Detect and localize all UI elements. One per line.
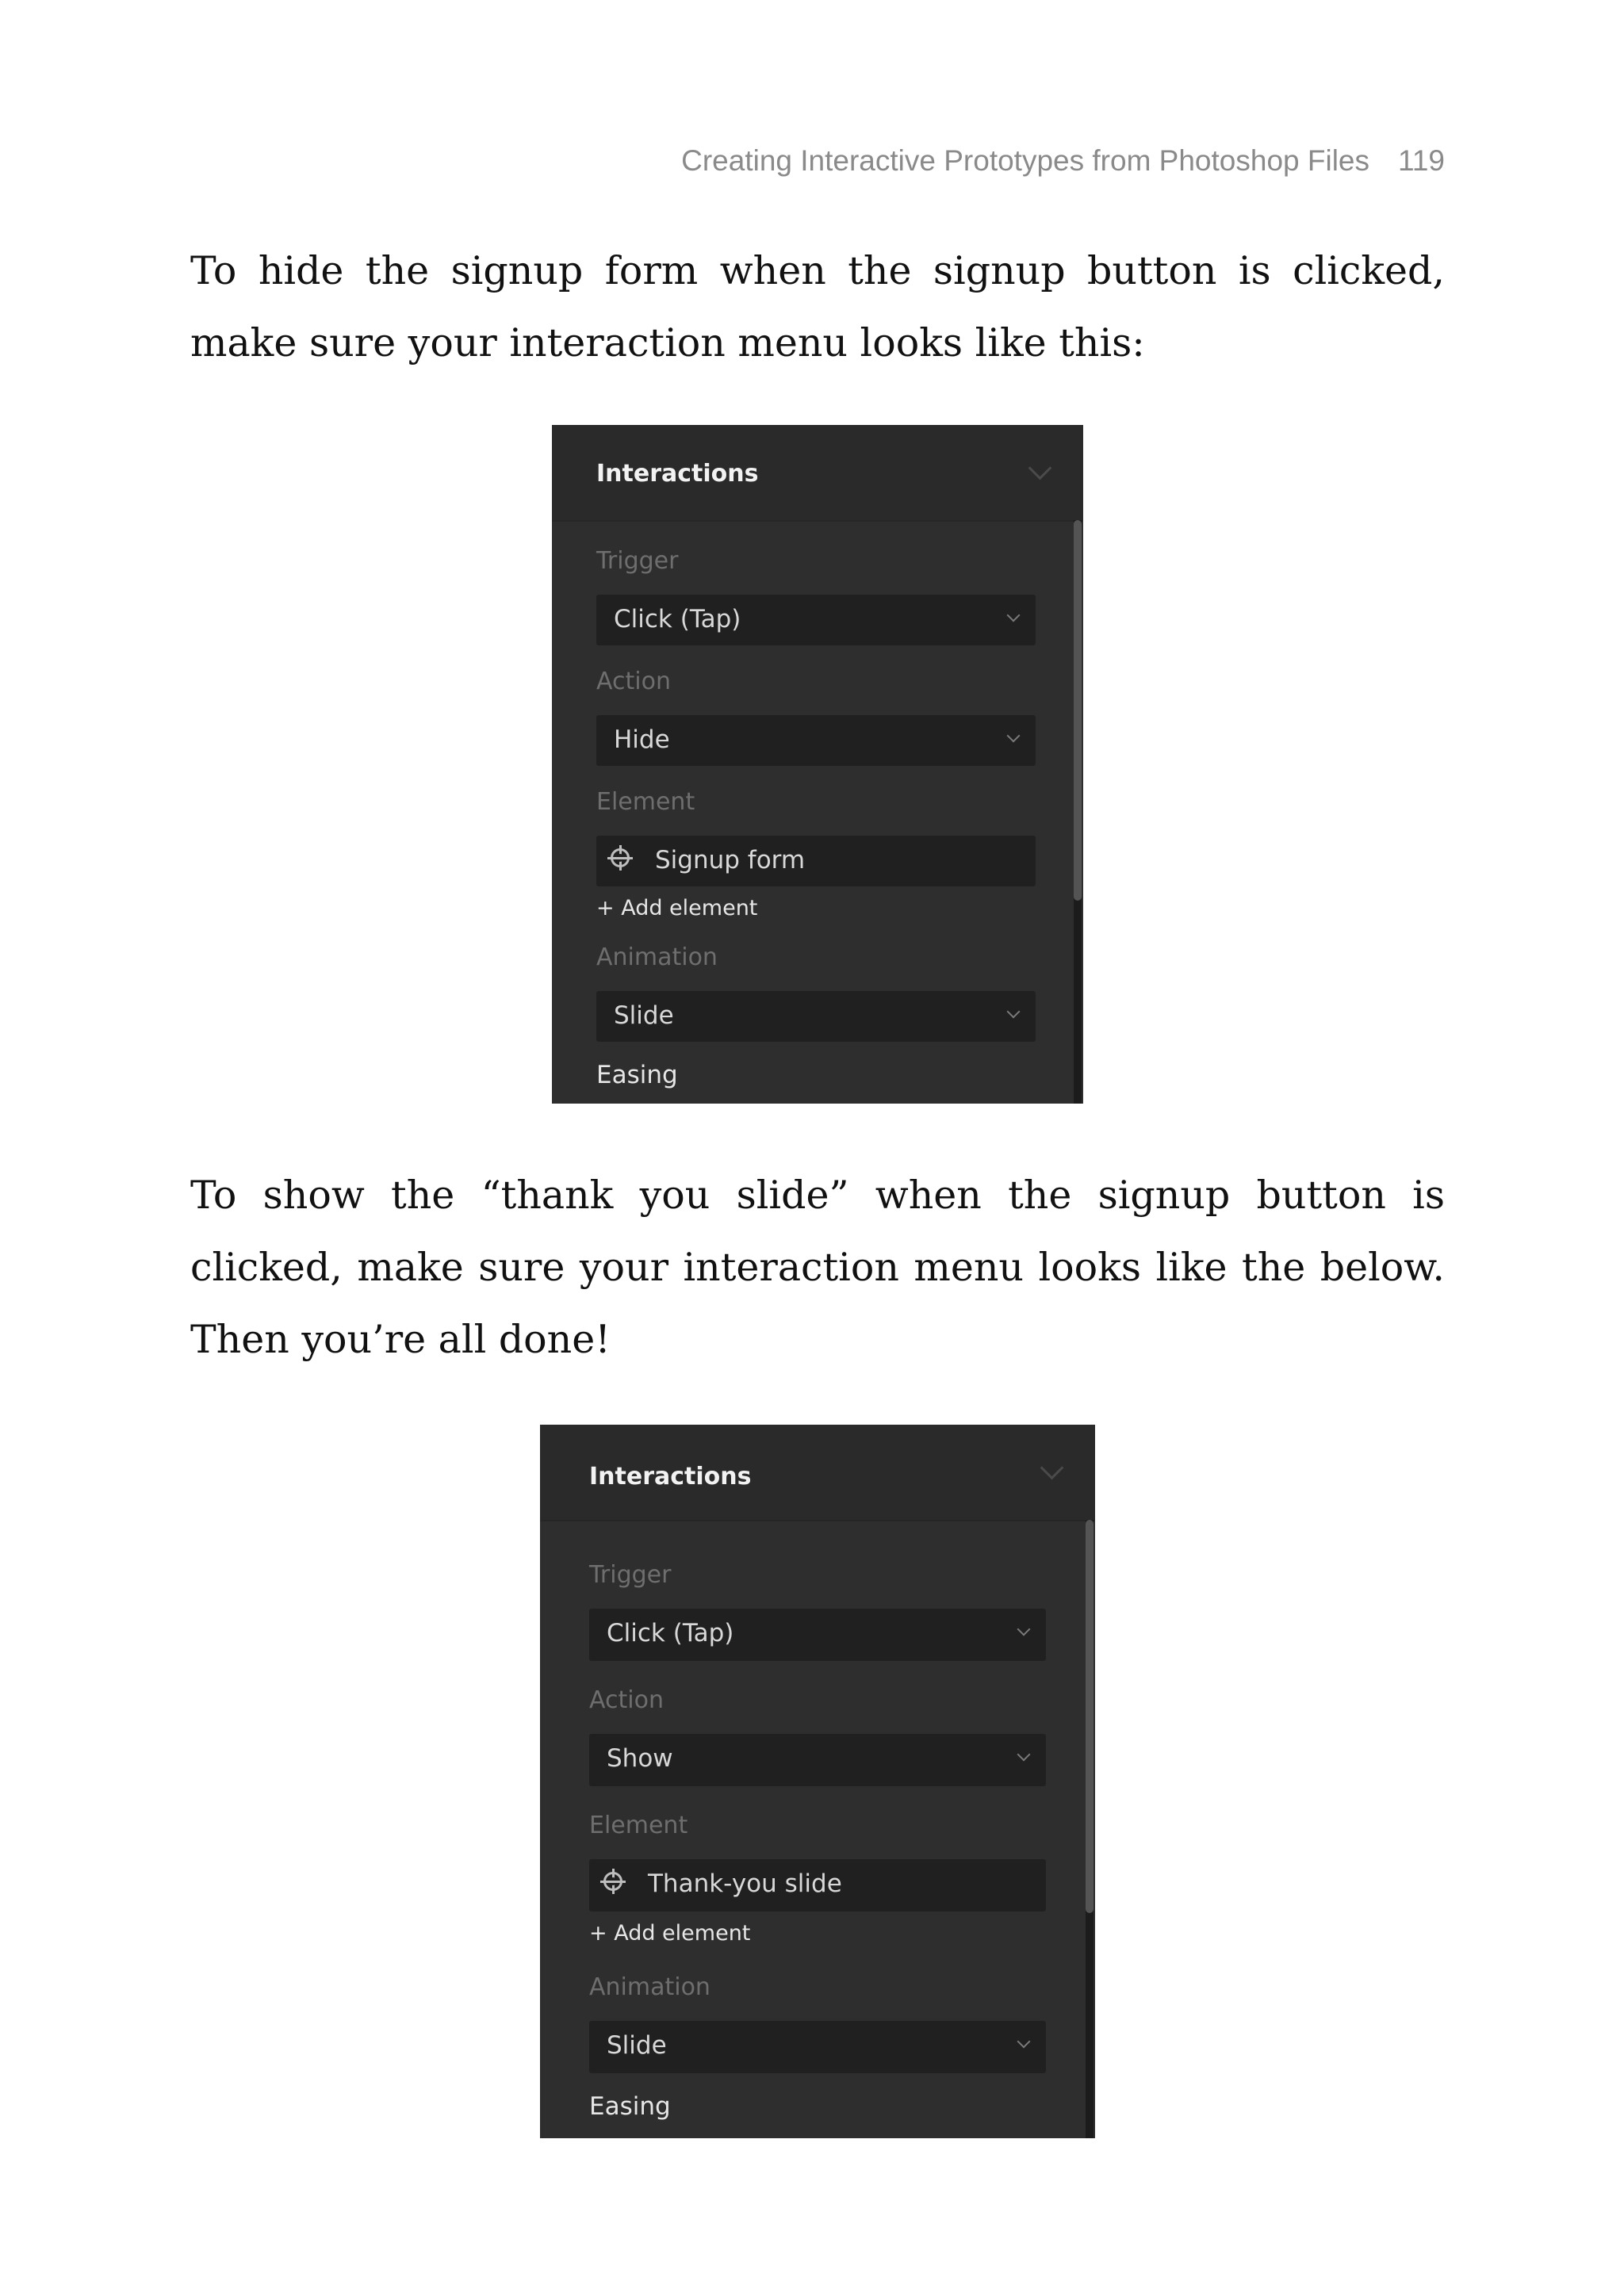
element-label: Element (589, 1812, 688, 1839)
page-number: 119 (1398, 144, 1445, 177)
action-value: Show (607, 1744, 673, 1773)
panel-header[interactable] (540, 1425, 1095, 1521)
chevron-down-icon (1007, 729, 1021, 743)
action-value: Hide (614, 725, 670, 754)
interactions-panel-hide (552, 425, 1083, 1104)
trigger-select[interactable] (596, 595, 1036, 645)
add-element-link[interactable]: + Add element (589, 1921, 751, 1946)
easing-label: Easing (589, 2092, 671, 2121)
interactions-panel-show (540, 1425, 1095, 2138)
crosshair-target-icon[interactable] (611, 848, 630, 867)
action-select[interactable] (589, 1734, 1046, 1786)
panel-title: Interactions (589, 1463, 752, 1490)
scrollbar-thumb[interactable] (1086, 1520, 1094, 1913)
animation-select[interactable] (589, 2021, 1046, 2073)
chevron-down-icon[interactable] (1040, 1456, 1064, 1480)
running-title: Creating Interactive Prototypes from Photoshop Files (681, 144, 1369, 177)
action-label: Action (589, 1686, 664, 1714)
chevron-down-icon (1017, 1748, 1031, 1762)
add-element-link[interactable]: + Add element (596, 896, 758, 920)
element-label: Element (596, 788, 695, 816)
easing-label: Easing (596, 1061, 678, 1089)
element-value: Signup form (655, 846, 806, 874)
scrollbar-thumb[interactable] (1074, 520, 1082, 901)
chevron-down-icon (1007, 609, 1021, 622)
action-label: Action (596, 668, 671, 695)
element-picker[interactable] (589, 1859, 1046, 1911)
trigger-select[interactable] (589, 1609, 1046, 1661)
chevron-down-icon[interactable] (1028, 457, 1052, 480)
animation-select[interactable] (596, 991, 1036, 1042)
action-select[interactable] (596, 715, 1036, 766)
animation-label: Animation (596, 943, 718, 971)
chevron-down-icon (1007, 1005, 1021, 1019)
trigger-value: Click (Tap) (614, 605, 741, 633)
animation-label: Animation (589, 1973, 710, 2001)
panel-header[interactable] (552, 425, 1083, 522)
animation-value: Slide (607, 2031, 667, 2060)
trigger-label: Trigger (596, 547, 679, 575)
chevron-down-icon (1017, 1623, 1031, 1636)
paragraph-show-instructions: To show the “thank you slide” when the signup button is clicked, make sure your interaction menu looks like the below. Then you’re all done! (190, 1173, 1445, 1362)
running-header (681, 144, 1445, 178)
chevron-down-icon (1017, 2035, 1031, 2049)
crosshair-target-icon[interactable] (603, 1872, 622, 1891)
element-picker[interactable] (596, 836, 1036, 886)
trigger-value: Click (Tap) (607, 1619, 734, 1647)
scrollbar[interactable] (1086, 1520, 1094, 2138)
scrollbar[interactable] (1074, 520, 1082, 1104)
element-value: Thank-you slide (648, 1869, 842, 1898)
paragraph-hide-instructions: To hide the signup form when the signup button is clicked, make sure your interaction menu looks like this: (190, 248, 1445, 365)
panel-title: Interactions (596, 460, 759, 488)
animation-value: Slide (614, 1001, 674, 1030)
trigger-label: Trigger (589, 1561, 672, 1589)
